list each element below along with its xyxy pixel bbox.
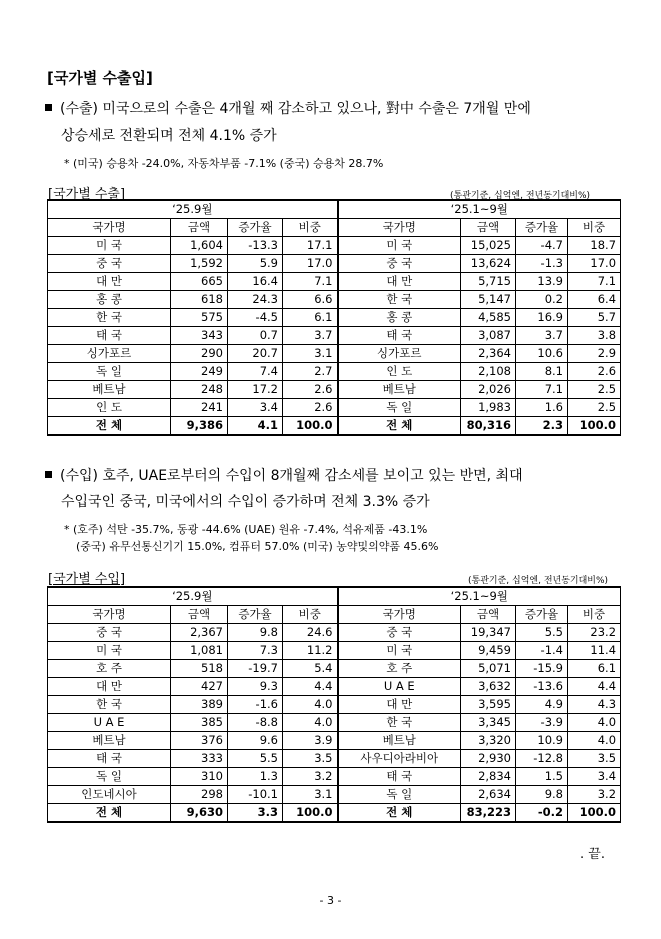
amount-cell: 310	[171, 768, 228, 786]
column-header: 증가율	[516, 606, 568, 624]
share-cell: 3.5	[283, 750, 338, 768]
share-cell: 5.4	[283, 660, 338, 678]
growth-cell: 1.6	[516, 399, 568, 417]
total-row	[48, 417, 621, 436]
amount-cell: 2,367	[171, 624, 228, 642]
country-cell: 태 국	[48, 750, 171, 768]
amount-cell: 385	[171, 714, 228, 732]
amount-cell: 2,834	[461, 768, 516, 786]
growth-cell: 20.7	[228, 345, 283, 363]
table-row	[48, 768, 621, 786]
share-cell: 2.6	[283, 399, 338, 417]
amount-cell: 83,223	[461, 804, 516, 823]
table-row	[48, 750, 621, 768]
column-header: 비중	[568, 219, 621, 237]
table-row	[48, 786, 621, 804]
growth-cell: -10.1	[228, 786, 283, 804]
country-cell: 싱가포르	[48, 345, 171, 363]
table-row	[48, 678, 621, 696]
share-cell: 2.6	[568, 363, 621, 381]
share-cell: 24.6	[283, 624, 338, 642]
growth-cell: -19.7	[228, 660, 283, 678]
column-header: 금액	[171, 606, 228, 624]
country-cell: 중 국	[48, 255, 171, 273]
growth-cell: 16.4	[228, 273, 283, 291]
amount-cell: 2,930	[461, 750, 516, 768]
table-row	[48, 624, 621, 642]
share-cell: 3.2	[283, 768, 338, 786]
import-note2: (중국) 유무선통신기기 15.0%, 컴퓨터 57.0% (미국) 농약및의약품 45.6%	[76, 540, 439, 553]
country-cell: 싱가포르	[338, 345, 461, 363]
share-cell: 7.1	[568, 273, 621, 291]
growth-cell: 9.8	[228, 624, 283, 642]
column-header: 비중	[283, 219, 338, 237]
share-cell: 100.0	[568, 417, 621, 436]
growth-cell: 9.6	[228, 732, 283, 750]
share-cell: 3.2	[568, 786, 621, 804]
amount-cell: 9,386	[171, 417, 228, 436]
country-cell: 한 국	[338, 291, 461, 309]
country-cell: 독 일	[48, 768, 171, 786]
column-header: 금액	[461, 219, 516, 237]
table-row	[48, 660, 621, 678]
growth-cell: 3.3	[228, 804, 283, 823]
country-cell: 베트남	[48, 732, 171, 750]
section-title: [국가별 수출입]	[47, 69, 153, 87]
amount-cell: 9,459	[461, 642, 516, 660]
share-cell: 100.0	[568, 804, 621, 823]
page-number: - 3 -	[319, 894, 342, 907]
table-row	[48, 714, 621, 732]
amount-cell: 2,108	[461, 363, 516, 381]
period-header-row	[48, 587, 621, 606]
growth-cell: 16.9	[516, 309, 568, 327]
table-row	[48, 363, 621, 381]
country-cell: 전 체	[48, 804, 171, 823]
amount-cell: 333	[171, 750, 228, 768]
end-mark: . 끝.	[580, 847, 605, 862]
column-header: 비중	[283, 606, 338, 624]
growth-cell: 7.4	[228, 363, 283, 381]
amount-cell: 2,364	[461, 345, 516, 363]
growth-cell: 5.5	[516, 624, 568, 642]
share-cell: 6.4	[568, 291, 621, 309]
share-cell: 3.1	[283, 345, 338, 363]
table-row	[48, 255, 621, 273]
growth-cell: 10.6	[516, 345, 568, 363]
export-unit-note: (통관기준, 십억엔, 전년동기대비%)	[450, 191, 591, 201]
amount-cell: 3,320	[461, 732, 516, 750]
square-bullet-icon	[45, 471, 52, 478]
growth-cell: -1.3	[516, 255, 568, 273]
square-bullet-icon	[45, 104, 52, 111]
growth-cell: -0.2	[516, 804, 568, 823]
import-table	[47, 586, 621, 823]
amount-cell: 298	[171, 786, 228, 804]
growth-cell: 9.3	[228, 678, 283, 696]
growth-cell: 1.5	[516, 768, 568, 786]
country-cell: 호 주	[48, 660, 171, 678]
table-row	[48, 642, 621, 660]
country-cell: 독 일	[338, 786, 461, 804]
amount-cell: 1,983	[461, 399, 516, 417]
import-summary-line1	[45, 466, 523, 486]
amount-cell: 618	[171, 291, 228, 309]
period-header: ‘25.9월	[48, 587, 338, 606]
country-cell: 대 만	[338, 696, 461, 714]
share-cell: 17.1	[283, 237, 338, 255]
share-cell: 100.0	[283, 417, 338, 436]
table-row	[48, 696, 621, 714]
share-cell: 3.4	[568, 768, 621, 786]
country-cell: 전 체	[338, 804, 461, 823]
growth-cell: 5.9	[228, 255, 283, 273]
column-header-row	[48, 219, 621, 237]
country-cell: 사우디아라비아	[338, 750, 461, 768]
growth-cell: 4.9	[516, 696, 568, 714]
growth-cell: -13.6	[516, 678, 568, 696]
column-header: 증가율	[228, 219, 283, 237]
column-header: 국가명	[338, 606, 461, 624]
growth-cell: 3.4	[228, 399, 283, 417]
country-cell: 인 도	[48, 399, 171, 417]
table-row	[48, 345, 621, 363]
period-header: ‘25.1~9월	[338, 587, 621, 606]
growth-cell: 7.3	[228, 642, 283, 660]
amount-cell: 5,071	[461, 660, 516, 678]
share-cell: 2.5	[568, 381, 621, 399]
column-header: 비중	[568, 606, 621, 624]
share-cell: 4.0	[283, 696, 338, 714]
country-cell: 독 일	[48, 363, 171, 381]
country-cell: 중 국	[338, 255, 461, 273]
growth-cell: 4.1	[228, 417, 283, 436]
country-cell: 홍 콩	[338, 309, 461, 327]
export-summary-line1	[45, 99, 531, 119]
share-cell: 2.6	[283, 381, 338, 399]
amount-cell: 80,316	[461, 417, 516, 436]
growth-cell: 8.1	[516, 363, 568, 381]
growth-cell: 17.2	[228, 381, 283, 399]
amount-cell: 427	[171, 678, 228, 696]
table-row	[48, 309, 621, 327]
share-cell: 6.1	[568, 660, 621, 678]
growth-cell: -4.7	[516, 237, 568, 255]
country-cell: 한 국	[48, 309, 171, 327]
amount-cell: 3,087	[461, 327, 516, 345]
total-row	[48, 804, 621, 823]
country-cell: 베트남	[48, 381, 171, 399]
import-note1: * (호주) 석탄 -35.7%, 동광 -44.6% (UAE) 원유 -7.4%, 석유제품 -43.1%	[64, 523, 428, 536]
amount-cell: 290	[171, 345, 228, 363]
share-cell: 17.0	[568, 255, 621, 273]
amount-cell: 3,595	[461, 696, 516, 714]
country-cell: 베트남	[338, 381, 461, 399]
share-cell: 2.7	[283, 363, 338, 381]
column-header: 국가명	[48, 606, 171, 624]
import-summary-text1: (수입) 호주, UAE로부터의 수입이 8개월째 감소세를 보이고 있는 반면, 최대	[60, 468, 523, 484]
growth-cell: 7.1	[516, 381, 568, 399]
share-cell: 3.5	[568, 750, 621, 768]
growth-cell: -1.6	[228, 696, 283, 714]
table-row	[48, 273, 621, 291]
country-cell: U A E	[338, 678, 461, 696]
amount-cell: 575	[171, 309, 228, 327]
share-cell: 7.1	[283, 273, 338, 291]
amount-cell: 19,347	[461, 624, 516, 642]
share-cell: 18.7	[568, 237, 621, 255]
amount-cell: 5,715	[461, 273, 516, 291]
amount-cell: 2,026	[461, 381, 516, 399]
growth-cell: 24.3	[228, 291, 283, 309]
growth-cell: 3.7	[516, 327, 568, 345]
column-header: 국가명	[338, 219, 461, 237]
growth-cell: -3.9	[516, 714, 568, 732]
growth-cell: -15.9	[516, 660, 568, 678]
share-cell: 2.5	[568, 399, 621, 417]
country-cell: 미 국	[48, 237, 171, 255]
growth-cell: 0.7	[228, 327, 283, 345]
growth-cell: 5.5	[228, 750, 283, 768]
amount-cell: 343	[171, 327, 228, 345]
table-row	[48, 399, 621, 417]
country-cell: 대 만	[48, 678, 171, 696]
share-cell: 100.0	[283, 804, 338, 823]
column-header: 국가명	[48, 219, 171, 237]
growth-cell: -13.3	[228, 237, 283, 255]
country-cell: 중 국	[48, 624, 171, 642]
share-cell: 2.9	[568, 345, 621, 363]
export-table-label: [국가별 수출]	[48, 187, 126, 202]
amount-cell: 4,585	[461, 309, 516, 327]
table-row	[48, 291, 621, 309]
growth-cell: 1.3	[228, 768, 283, 786]
share-cell: 5.7	[568, 309, 621, 327]
export-summary-text1: (수출) 미국으로의 수출은 4개월 째 감소하고 있으나, 對中 수출은 7개월 만에	[60, 101, 531, 117]
amount-cell: 248	[171, 381, 228, 399]
country-cell: 전 체	[48, 417, 171, 436]
growth-cell: 10.9	[516, 732, 568, 750]
column-header: 증가율	[516, 219, 568, 237]
table-row	[48, 732, 621, 750]
share-cell: 17.0	[283, 255, 338, 273]
amount-cell: 3,345	[461, 714, 516, 732]
share-cell: 4.0	[568, 732, 621, 750]
column-header: 금액	[461, 606, 516, 624]
period-header: ‘25.1~9월	[338, 200, 621, 219]
table-row	[48, 381, 621, 399]
growth-cell: -4.5	[228, 309, 283, 327]
amount-cell: 241	[171, 399, 228, 417]
country-cell: 홍 콩	[48, 291, 171, 309]
growth-cell: -12.8	[516, 750, 568, 768]
amount-cell: 3,632	[461, 678, 516, 696]
country-cell: 태 국	[338, 327, 461, 345]
share-cell: 4.4	[568, 678, 621, 696]
column-header-row	[48, 606, 621, 624]
import-summary-line2: 수입국인 중국, 미국에서의 수입이 증가하며 전체 3.3% 증가	[61, 494, 430, 510]
share-cell: 6.6	[283, 291, 338, 309]
country-cell: 한 국	[338, 714, 461, 732]
country-cell: 인도네시아	[48, 786, 171, 804]
amount-cell: 5,147	[461, 291, 516, 309]
amount-cell: 13,624	[461, 255, 516, 273]
share-cell: 3.9	[283, 732, 338, 750]
amount-cell: 1,604	[171, 237, 228, 255]
country-cell: 미 국	[338, 642, 461, 660]
country-cell: 중 국	[338, 624, 461, 642]
country-cell: 호 주	[338, 660, 461, 678]
growth-cell: -8.8	[228, 714, 283, 732]
country-cell: 한 국	[48, 696, 171, 714]
share-cell: 6.1	[283, 309, 338, 327]
column-header: 금액	[171, 219, 228, 237]
export-summary-line2: 상승세로 전환되며 전체 4.1% 증가	[61, 128, 277, 144]
country-cell: 태 국	[338, 768, 461, 786]
country-cell: 미 국	[338, 237, 461, 255]
share-cell: 23.2	[568, 624, 621, 642]
period-header-row	[48, 200, 621, 219]
table-row	[48, 327, 621, 345]
country-cell: 전 체	[338, 417, 461, 436]
export-note: * (미국) 승용차 -24.0%, 자동차부품 -7.1% (중국) 승용차 28.7%	[64, 157, 384, 170]
country-cell: 대 만	[48, 273, 171, 291]
amount-cell: 249	[171, 363, 228, 381]
amount-cell: 665	[171, 273, 228, 291]
share-cell: 3.8	[568, 327, 621, 345]
table-row	[48, 237, 621, 255]
amount-cell: 1,592	[171, 255, 228, 273]
share-cell: 3.7	[283, 327, 338, 345]
country-cell: 베트남	[338, 732, 461, 750]
export-table	[47, 199, 621, 436]
share-cell: 3.1	[283, 786, 338, 804]
share-cell: 4.4	[283, 678, 338, 696]
share-cell: 11.4	[568, 642, 621, 660]
import-table-label: [국가별 수입]	[48, 572, 126, 587]
country-cell: 독 일	[338, 399, 461, 417]
country-cell: 태 국	[48, 327, 171, 345]
country-cell: 미 국	[48, 642, 171, 660]
growth-cell: 2.3	[516, 417, 568, 436]
share-cell: 4.3	[568, 696, 621, 714]
amount-cell: 389	[171, 696, 228, 714]
amount-cell: 15,025	[461, 237, 516, 255]
share-cell: 4.0	[568, 714, 621, 732]
amount-cell: 9,630	[171, 804, 228, 823]
amount-cell: 2,634	[461, 786, 516, 804]
column-header: 증가율	[228, 606, 283, 624]
amount-cell: 518	[171, 660, 228, 678]
amount-cell: 376	[171, 732, 228, 750]
share-cell: 4.0	[283, 714, 338, 732]
growth-cell: 0.2	[516, 291, 568, 309]
share-cell: 11.2	[283, 642, 338, 660]
country-cell: U A E	[48, 714, 171, 732]
growth-cell: -1.4	[516, 642, 568, 660]
amount-cell: 1,081	[171, 642, 228, 660]
period-header: ‘25.9월	[48, 200, 338, 219]
growth-cell: 9.8	[516, 786, 568, 804]
country-cell: 인 도	[338, 363, 461, 381]
country-cell: 대 만	[338, 273, 461, 291]
growth-cell: 13.9	[516, 273, 568, 291]
import-unit-note: (통관기준, 십억엔, 전년동기대비%)	[468, 576, 609, 586]
